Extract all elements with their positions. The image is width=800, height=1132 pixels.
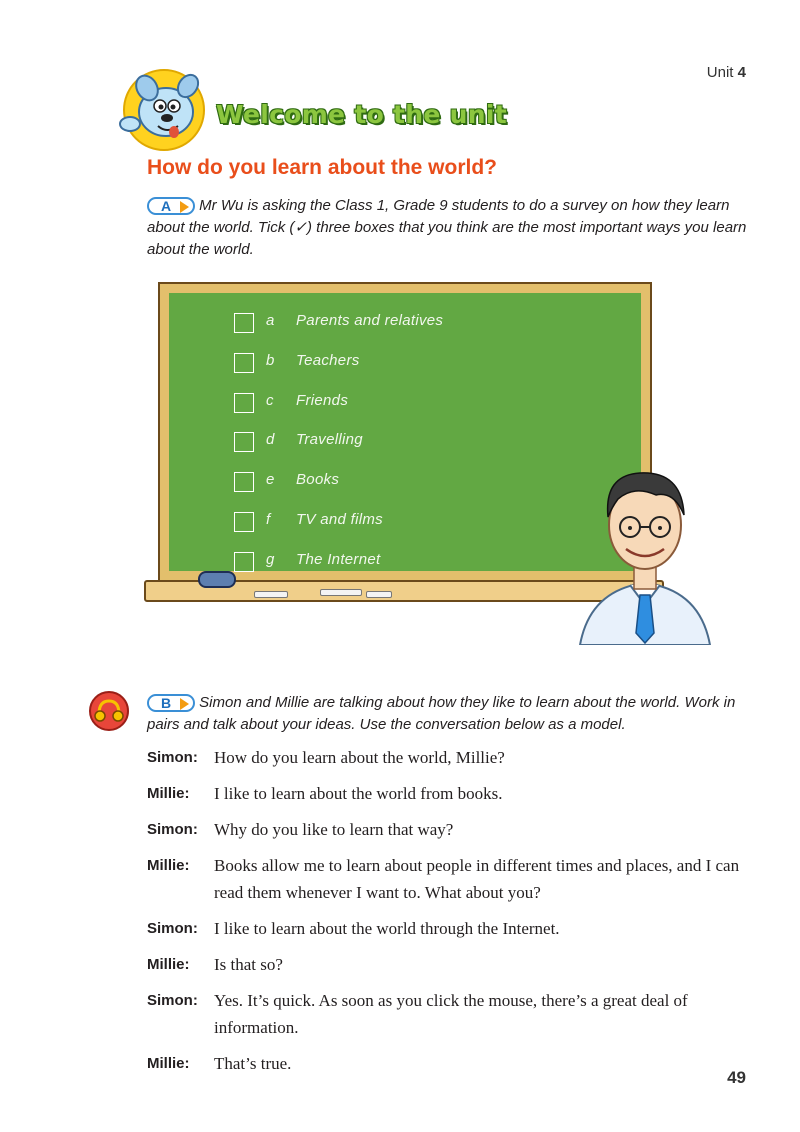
- survey-option: [234, 392, 443, 432]
- option-letter: f: [266, 510, 271, 528]
- survey-option: [234, 471, 443, 511]
- speaker-name: Millie:: [147, 857, 190, 874]
- option-text: Teachers: [296, 351, 360, 369]
- conversation: [147, 744, 757, 1086]
- dialogue-line: [147, 951, 757, 978]
- section-a-badge: [147, 197, 195, 215]
- option-checkbox[interactable]: [234, 552, 254, 572]
- dialogue-line: [147, 780, 757, 807]
- dialogue-text: I like to learn about the world through the Internet.: [214, 919, 560, 938]
- survey-option: [234, 551, 443, 591]
- dialogue-text: How do you learn about the world, Millie?: [214, 748, 505, 767]
- option-letter: d: [266, 431, 275, 449]
- section-a-instruction: [147, 195, 747, 261]
- survey-option: [234, 431, 443, 471]
- survey-options: [234, 312, 443, 591]
- option-letter: c: [266, 391, 274, 409]
- dialogue-line: [147, 816, 757, 843]
- section-b-instruction: [147, 692, 757, 736]
- dialogue-line: [147, 987, 757, 1041]
- section-b-badge-letter: B: [160, 695, 172, 712]
- survey-option: [234, 312, 443, 352]
- speaker-name: Millie:: [147, 1055, 190, 1072]
- section-b-badge: [147, 694, 195, 712]
- dialogue-line: [147, 915, 757, 942]
- dialogue-line: [147, 852, 757, 906]
- option-text: Friends: [296, 391, 349, 409]
- chalk-icon: [366, 591, 392, 598]
- section-a-badge-letter: A: [160, 198, 172, 215]
- speaker-name: Simon:: [147, 920, 198, 937]
- option-checkbox[interactable]: [234, 512, 254, 532]
- dialogue-line: [147, 744, 757, 771]
- dialogue-text: That’s true.: [214, 1054, 292, 1073]
- speaker-name: Millie:: [147, 785, 190, 802]
- section-a-text: Mr Wu is asking the Class 1, Grade 9 students to do a survey on how they learn about the world. Tick (✓) three boxes that you think are the most important ways you learn about the world.: [147, 197, 747, 258]
- dialogue-text: Why do you like to learn that way?: [214, 820, 454, 839]
- dialogue-text: Yes. It’s quick. As soon as you click the mouse, there’s a great deal of information.: [214, 991, 688, 1037]
- unit-label: [707, 64, 746, 81]
- survey-option: [234, 511, 443, 551]
- option-checkbox[interactable]: [234, 313, 254, 333]
- option-text: Travelling: [296, 431, 363, 449]
- dialogue-text: Is that so?: [214, 955, 283, 974]
- option-text: Parents and relatives: [296, 312, 444, 329]
- option-checkbox[interactable]: [234, 393, 254, 413]
- section-b-text: Simon and Millie are talking about how they like to learn about the world. Work in pairs and talk about your ideas. Use the conversation below as a model.: [147, 694, 736, 733]
- unit-prefix: Unit: [706, 64, 734, 81]
- option-checkbox[interactable]: [234, 353, 254, 373]
- eraser-icon: [198, 571, 236, 588]
- dialogue-text: Books allow me to learn about people in different times and places, and I can read them whenever I want to. What about you?: [214, 856, 740, 902]
- unit-number: 4: [737, 64, 746, 81]
- chalk-icon: [254, 591, 288, 598]
- option-text: The Internet: [296, 550, 381, 568]
- speaker-name: Millie:: [147, 956, 190, 973]
- dog-mascot-icon: [114, 66, 214, 152]
- option-text: Books: [296, 471, 340, 489]
- option-checkbox[interactable]: [234, 472, 254, 492]
- play-arrow-icon: [180, 698, 189, 710]
- dialogue-text: I like to learn about the world from books.: [214, 784, 503, 803]
- option-letter: g: [266, 550, 275, 568]
- speaker-name: Simon:: [147, 749, 198, 766]
- speaker-name: Simon:: [147, 992, 198, 1009]
- main-question: How do you learn about the world?: [147, 156, 497, 179]
- teacher-illustration: [570, 455, 720, 645]
- option-checkbox[interactable]: [234, 432, 254, 452]
- page-number: 49: [727, 1068, 746, 1087]
- option-letter: e: [266, 471, 275, 489]
- survey-option: [234, 352, 443, 392]
- headphones-icon: [88, 690, 130, 732]
- dialogue-line: [147, 1050, 757, 1077]
- option-text: TV and films: [296, 510, 383, 528]
- option-letter: a: [266, 312, 275, 329]
- speaker-name: Simon:: [147, 821, 198, 838]
- unit-section-title: Welcome to the unit: [216, 100, 507, 129]
- play-arrow-icon: [180, 201, 189, 213]
- option-letter: b: [266, 351, 275, 369]
